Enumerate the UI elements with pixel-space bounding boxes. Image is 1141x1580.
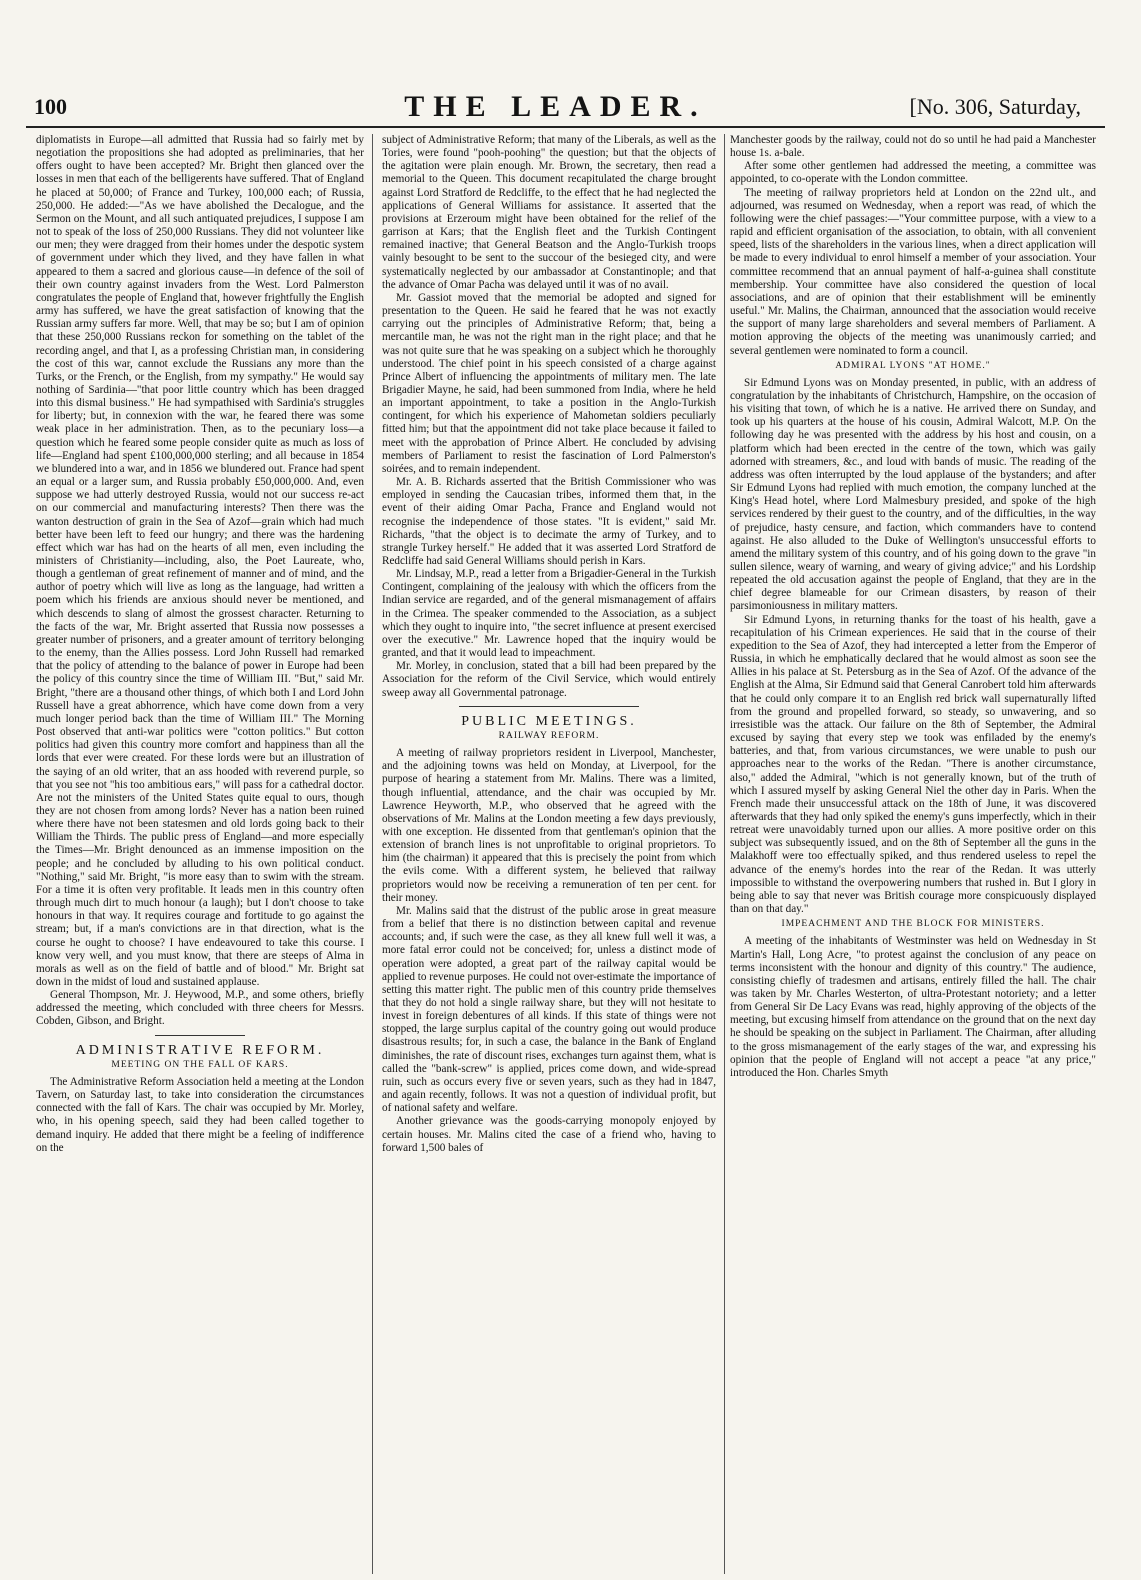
section-rule [459,706,639,707]
section-subheading: ADMIRAL LYONS "AT HOME." [835,360,991,371]
section-heading: PUBLIC MEETINGS. [461,713,637,729]
column-divider [724,134,725,1574]
article-paragraph: Manchester goods by the railway, could not do so until he had paid a Manchester house 1s. a-bale. [730,134,1096,160]
column-divider [372,134,373,1574]
section-rule [155,1035,245,1036]
article-paragraph: Mr. Lindsay, M.P., read a letter from a Brigadier-General in the Turkish Contingent, complaining of the jealousy with which the officers from the Indian service are regarded, and of the general mismanagement of affairs in the Crimea. The speaker commended to the Association, as a subject which they ought to inquire into, "the secret influence at present exercised over the executive." Mr. Lawrence hoped that the inquiry would be granted, and that it would lead to impeachment. [382,568,716,660]
section-subheading: RAILWAY REFORM. [498,730,600,741]
section-subheading: MEETING ON THE FALL OF KARS. [111,1059,289,1070]
article-paragraph: A meeting of the inhabitants of Westminster was held on Wednesday in St Martin's Hall, Long Acre, "to protest against the conclusion of any peace on terms inconsistent with the honour and dignity of this country." The audience, consisting chiefly of tradesmen and artisans, entirely filled the hall. The chair was taken by Mr. Charles Westerton, of ultra-Protestant notoriety; and a letter from General Sir De Lacy Evans was read, highly approving of the objects of the meeting, but excusing himself from attendance on the ground that on the next day he should be speaking on the subject in Parliament. The Chairman, after alluding to the gross mismanagement of the early stages of the war, and expressing his opinion that the people of England will not accept a peace "at any price," introduced the Hon. Charles Smyth [730,935,1096,1079]
column-1 [36,134,364,1574]
issue-line: [No. 306, Saturday, [909,94,1081,119]
article-paragraph: Mr. Morley, in conclusion, stated that a bill had been prepared by the Association for the reform of the Civil Service, which would entirely sweep away all Governmental patronage. [382,660,716,699]
article-paragraph: A meeting of railway proprietors resident in Liverpool, Manchester, and the adjoining towns was held on Monday, at Liverpool, for the purpose of hearing a statement from Mr. Malins. There was a limited, though influential, attendance, and the chair was occupied by Mr. Lawrence Heyworth, M.P., who observed that he agreed with the observations of Mr. Malins at the London meeting a few days previously, with one exception. He dissented from that gentleman's opinion that the extension of branch lines is not unprofitable to original proprietors. To him (the chairman) it appeared that this is precisely the point from which the evils come. With a different system, he believed that railway proprietors would now be receiving a remuneration of ten per cent. for their money. [382,747,716,904]
section-subheading: IMPEACHMENT AND THE BLOCK FOR MINISTERS. [781,919,1045,930]
masthead-rule [26,126,1105,128]
article-paragraph: subject of Administrative Reform; that many of the Liberals, as well as the Tories, were found "pooh-poohing" the question; but that the objects of the agitation were plain enough. Mr. Brown, the secretary, then read a memorial to the Queen. This document recapitulated the charge brought against Lord Stratford de Redcliffe, to the effect that he had neglected the applications of General Williams for assistance. It asserted that the provisions at Erzeroum might have been obtained for the relief of the garrison at Kars; that the English fleet and the Turkish Contingent remained inactive; that General Beatson and the Anglo-Turkish troops vainly besought to be sent to the succour of the besieged city, and were systematically neglected by our ambassador at Constantinople; and that the advance of Omar Pacha was delayed until it was of no avail. [382,134,716,291]
article-paragraph: Sir Edmund Lyons was on Monday presented, in public, with an address of congratulation by the inhabitants of Christchurch, Hampshire, on the occasion of his visiting that town, of which he is a native. He arrived there on Sunday, and took up his quarters at the house of his cousin, Admiral Walcott, M.P. On the following day he was presented with the address by his host and cousin, on a platform which had been erected in the centre of the town, which was gaily adorned with streamers, &c., and loud with bands of music. The reading of the address was often interrupted by the loud applause of the bystanders; and after Sir Edmund Lyons had replied with much emotion, the company lunched at the King's Head hotel, where Lord Malmesbury presided, and spoke of the high services rendered by their guest to the country, and of the difficulties, in the way of prejudice, hasty censure, and faction, which commanders have to contend against. He also alluded to the Duke of Wellington's unsuccessful efforts to amend the military system of this country, and of his going down to the grave "in sullen silence, weary of warning, and weary of giving advice;" and his Lordship repeated the old accusation against the people of England, that they are in the chief degree blameable for our Crimean disasters, by reason of their parsimoniousness in military matters. [730,376,1096,613]
article-paragraph: diplomatists in Europe—all admitted that Russia had so fairly met by negotiation the propositions she had adopted as preliminaries, that her offers ought to have been accepted? Mr. Bright then glanced over the losses in men that each of the belligerents have suffered. That of England he placed at 50,000; of France and Turkey, 100,000 each; of Russia, 250,000. He added:—"As we have abolished the Decalogue, and the Sermon on the Mount, and all such antiquated prejudices, I suppose I am not to speak of the loss of 250,000 Russians. They did not volunteer like our men; they were dragged from their homes under the despotic system of government under which they lived, and they have fallen in what appeared to them a sacred and glorious cause—in defence of the soil of their own country against invaders from the West. Lord Palmerston congratulates the people of England that, however frightfully the English army has suffered, we have the great satisfaction of knowing that the Russian army suffers far more. Well, that may be so; but I am of opinion that these 250,000 Russians reckon for something on the tablet of the recording angel, and that I, as a professing Christian man, in considering the cost of this war, cannot exclude the Russians any more than the Turks, or the French, or the English, from my sympathy." He would say nothing of Sardinia—"that poor little country which has been dragged into this dismal business." He had sympathised with Sardinia's struggles for liberty; but, in connexion with the war, he feared there was some weak place in her administration. Then, as to the pecuniary loss—a question which he feared some people consider quite as much as loss of life—England had spent £100,000,000 sterling; and all because in 1854 we blundered into a war, and in 1856 we blundered out. France had spent an equal or a larger sum, and Russia probably £50,000,000. And, even suppose we had utterly destroyed Russia, would not our success re-act on our commercial and manufacturing interests? Then there was the wanton destruction of grain in the Sea of Azof—grain which had much better have been left to feed our hungry; and there was the hardening effect which war has had on the hearts of all men, even including the ministers of Christianity—including, also, the Poet Laureate, who, though a gentleman of great refinement of manner and of mind, and the author of poetry which will live as long as the language, had written a poem which his friends are anxious should never be mentioned, and which descends to slang of almost the grossest character. Returning to the facts of the war, Mr. Bright asserted that Russia now possesses a greater number of prisoners, and a greater amount of territory belonging to the enemy, than the Allies possess. Lord John Russell had remarked that the policy of attending to the balance of power in Europe had been the policy of this country since the time of William III. "But," said Mr. Bright, "there are a thousand other things, of which both I and Lord John Russell have a great abhorrence, which have come down from a very much longer period back than the time of William III." The Morning Post observed that anti-war politics were "cotton politics." But cotton politics had given this country more comfort and happiness than all the lords that ever were created. For these lords were but an illustration of the saying of an old writer, that an ass hooded with reverend purple, so that you see not "his too ambitious ears," will pass for a cathedral doctor. Are not the ministers of the United States quite equal to ours, though they are not chosen from among lords? Never has a nation been ruined where there have not been statesmen and old lords going back to their William the Thirds. The public press of England—and more especially the Times—Mr. Bright denounced as an immense imposition on the people; and he concluded by alluding to his own political conduct. "Nothing," said Mr. Bright, "is more easy than to swim with the stream. For a time it is often very profitable. It leads men in this country often through much dirt to much honour (a laugh); but I don't choose to take honours in that way. It requires courage and fortitude to go against the stream; but, if a man's convictions are in that direction, what is the course he ought to choose? I have endeavoured to take this course. I know very well, and you must know, that there are steeps of Alma in morals as well as on the field of battle and of blood." Mr. Bright sat down in the midst of loud and sustained applause. [36,134,364,988]
article-paragraph: Another grievance was the goods-carrying monopoly enjoyed by certain houses. Mr. Malins cited the case of a friend who, having to forward 1,500 bales of [382,1115,716,1154]
article-paragraph: General Thompson, Mr. J. Heywood, M.P., and some others, briefly addressed the meeting, which concluded with three cheers for Messrs. Cobden, Gibson, and Bright. [36,989,364,1028]
article-paragraph: Mr. A. B. Richards asserted that the British Commissioner who was employed in sending the Caucasian tribes, informed them that, in the event of their aiding Omar Pacha, France and England would not recognise the independence of those states. "It is evident," said Mr. Richards, "that the object is to decimate the army of Turkey, and to strangle Turkey herself." He added that it was asserted Lord Stratford de Redcliffe had said General Williams should perish in Kars. [382,476,716,567]
column-2 [382,134,716,1574]
page-number: 100 [34,94,67,119]
column-3 [730,134,1096,1574]
article-paragraph: Mr. Gassiot moved that the memorial be adopted and signed for presentation to the Queen. He said he feared that he was not exactly carrying out the principles of Administrative Reform; that, being a mercantile man, he was not the right man in the right place; and that he was not quite sure that he was speaking on a subject which he thoroughly understood. The chief point in his speech consisted of a charge against Prince Albert of influencing the appointments of military men. The late Brigadier Mayne, he said, had been summoned from India, where he held an important appointment, to take a position in the Anglo-Turkish contingent, for which his experience of Mahometan soldiers peculiarly fitted him; but that the appointment did not take place because it failed to meet with the approbation of Prince Albert. He concluded by advising members of Parliament to resist the fascination of Lord Palmerston's soirées, and to remain independent. [382,291,716,475]
newspaper-title: THE LEADER. [404,90,707,123]
article-paragraph: Mr. Malins said that the distrust of the public arose in great measure from a belief that there is no distinction between capital and revenue accounts; and, if such were the case, as they all knew full well it was, a more fatal error could not be conceived; for, unless a distinct mode of operation were adopted, a great part of the railway capital would be applied to revenue purposes. He could not over-estimate the importance of setting this matter right. The public men of this country pride themselves that they do not hold a single railway share, but they will not hesitate to invest in foreign debentures of all kinds. If this state of things were not stopped, the large surplus capital of the country going out would produce disastrous results; for, in such a case, the balance in the Bank of England diminishes, the rate of discount rises, exchanges turn against them, what is called the "bank-screw" is applied, prices come down, and wide-spread ruin, such as occurs every five or seven years, such as they had in 1847, and again recently, follows. It was not a question of individual profit, but of national safety and welfare. [382,904,716,1115]
article-paragraph: The meeting of railway proprietors held at London on the 22nd ult., and adjourned, was resumed on Wednesday, when a report was read, of which the following were the chief passages:—"Your committee purpose, with a view to a rapid and efficient organisation of the association, to obtain, with all convenient speed, lists of the shareholders in the various lines, when a direct application will be made to every individual to enrol himself a member of your association. Your committee recommend that an annual payment of half-a-guinea shall constitute membership. Your committee have also considered the question of local associations, and are of opinion that their establishment will be eminently useful." Mr. Malins, the Chairman, announced that the association would receive the support of many large shareholders and several members of Parliament. A motion approving the objects of the meeting was unanimously carried; and several gentlemen were nominated to form a council. [730,186,1096,357]
section-heading: ADMINISTRATIVE REFORM. [75,1042,325,1058]
masthead [30,86,1081,126]
article-paragraph: Sir Edmund Lyons, in returning thanks for the toast of his health, gave a recapitulation of his Crimean experiences. He said that in the course of their expedition to the Sea of Azof, they had intercepted a letter from the Emperor of Russia, in which he emphatically declared that he would almost as soon see the Allies in his palace at St. Petersburg as in the Sea of Azof. Of the advance of the English at the Alma, Sir Edmund said that General Canrobert told him afterwards that he could only compare it to an English red brick wall supernaturally lifted from the ground and propelled forward, so steady, so unwavering, and so irresistible was the attack. Our failure on the 8th of September, the Admiral excused by saying that every step we took was enfiladed by the enemy's batteries, and that, from various circumstances, we were unable to push our approaches near to the works of the Redan. "There is another circumstance, also," added the Admiral, "which is not generally known, but of the truth of which I assured myself by asking General Niel the other day in Paris. When the French made their unsuccessful attack on the 18th of June, it was discovered afterwards that they had only spiked the enemy's guns imperfectly, which in their retreat were unavoidably turned upon our allies. A more positive order on this subject was subsequently issued, and on the 8th of September all the guns in the Malakhoff were too effectually spiked, and thus rendered useless to repel the advance of the enemy's hordes into the rear of the Redan. It was utterly impossible to withstand the overpowering numbers that rushed in. But I glory in being able to say that never was British courage more conspicuously displayed than on that day." [730,613,1096,916]
article-paragraph: The Administrative Reform Association held a meeting at the London Tavern, on Saturday last, to take into consideration the circumstances connected with the fall of Kars. The chair was occupied by Mr. Morley, who, in his opening speech, said they had been called together to demand inquiry. He added that there might be a feeling of indifference on the [36,1075,364,1154]
article-paragraph: After some other gentlemen had addressed the meeting, a committee was appointed, to co-operate with the London committee. [730,160,1096,186]
